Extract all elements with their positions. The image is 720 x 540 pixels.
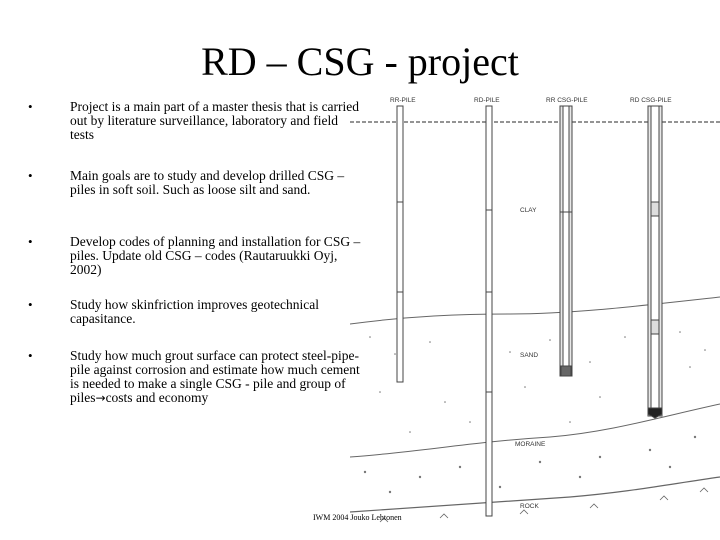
sand-layer-boundary xyxy=(350,297,720,324)
rock-texture xyxy=(380,488,708,522)
bullet-symbol: • xyxy=(28,348,33,363)
layer-label-rock: ROCK xyxy=(520,503,539,510)
pile-label-rr: RR-PILE xyxy=(390,97,416,104)
moraine-layer-boundary xyxy=(350,404,720,457)
right-arrow-icon: → xyxy=(95,391,106,405)
bullet-text: Study how skinfriction improves geotechnical capasitance. xyxy=(70,297,319,326)
bullet-text: Project is a main part of a master thesis that is carried out by literature surveillance, laboratory and field tests xyxy=(70,99,360,142)
bullet-text-part: Study how much grout surface can protect steel-pipe-pile against corrosion and estimate how much cement is needed to make a single CSG - pile and group of piles xyxy=(70,348,360,405)
rd-csg-pile xyxy=(648,106,662,418)
bullet-text-part: costs and economy xyxy=(105,390,209,405)
layer-label-clay: CLAY xyxy=(520,207,537,214)
bullet-item xyxy=(22,349,362,405)
bullet-text: Main goals are to study and develop drilled CSG – piles in soft soil. Such as loose silt and sand. xyxy=(70,168,345,197)
bullet-item xyxy=(22,100,362,142)
bullet-symbol: • xyxy=(28,234,33,249)
rr-csg-pile xyxy=(560,106,572,376)
bullet-symbol: • xyxy=(28,99,33,114)
bullet-item xyxy=(22,235,362,277)
bullet-text: Develop codes of planning and installation for CSG – piles. Update old CSG – codes (Rautaruukki Oyj, 2002) xyxy=(70,234,361,277)
slide-footer: IWM 2004 Jouko Lehtonen xyxy=(313,513,402,522)
pile-label-rd: RD-PILE xyxy=(474,97,500,104)
bullet-symbol: • xyxy=(28,297,33,312)
slide-title: RD – CSG - project xyxy=(201,39,519,84)
rd-pile xyxy=(486,106,492,516)
layer-label-sand: SAND xyxy=(520,352,539,359)
bullet-symbol: • xyxy=(28,168,33,183)
layer-label-moraine: MORAINE xyxy=(515,441,546,448)
rr-pile xyxy=(397,106,403,382)
bullet-item xyxy=(22,298,362,326)
pile-label-rd-csg: RD CSG-PILE xyxy=(630,97,672,104)
bullet-item xyxy=(22,169,362,197)
bullet-text xyxy=(70,348,360,405)
pile-diagram xyxy=(350,92,720,530)
pile-label-rr-csg: RR CSG-PILE xyxy=(546,97,588,104)
